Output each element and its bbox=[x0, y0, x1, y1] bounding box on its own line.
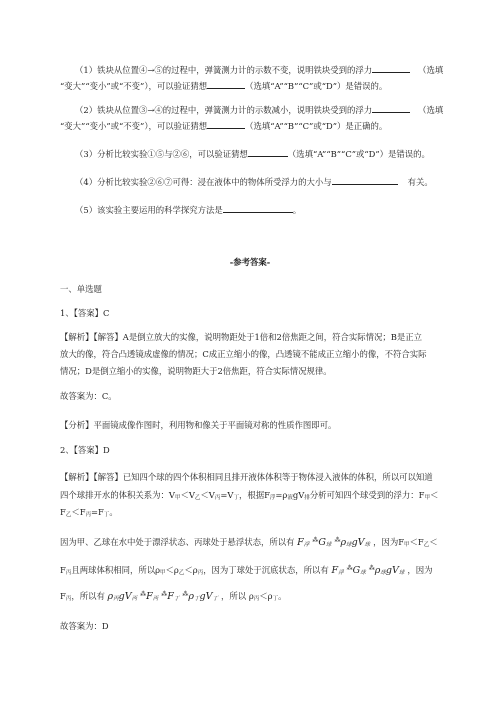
q2-text: （2）铁块从位置③→④的过程中，弹簧测力计的示数减小，说明铁块受到的浮力 bbox=[75, 105, 373, 115]
question-3 bbox=[75, 148, 430, 158]
q5-text: （5）该实验主要运用的科学探究方法是 bbox=[75, 205, 223, 215]
q1-line2-text: “变大”“变小”或“不变”），可以验证猜想 bbox=[60, 81, 208, 91]
q2-blank-2[interactable] bbox=[207, 120, 245, 129]
answer-1-head: 1、【答案】C bbox=[60, 308, 110, 318]
q2-blank-1[interactable] bbox=[372, 104, 410, 113]
question-2-line-1 bbox=[75, 104, 443, 114]
answer-2-analysis-4: 因为甲、乙球在水中处于漂浮状态、丙球处于悬浮状态，所以有 F浮 ⁂G球 ⁂ρ球gV球 ，因为F甲＜F乙＜ bbox=[60, 537, 438, 548]
q2-text-b: （选填 bbox=[418, 105, 444, 115]
question-5 bbox=[75, 204, 301, 214]
question-4 bbox=[75, 176, 433, 186]
answer-2-analysis-3: F乙＜F丙=F丁。 bbox=[60, 507, 118, 518]
answer-2-analysis-2: 四个球排开水的体积关系为：V甲＜V乙＜V丙=V丁，根据F浮=ρ液gV排分析可知四个球受到的浮力：F甲＜ bbox=[60, 490, 439, 501]
question-1-line-1 bbox=[75, 64, 443, 74]
answer-title: -参考答案- bbox=[229, 257, 271, 267]
formula-float-1: F浮 ⁂G球 ⁂ρ球gV球 bbox=[297, 537, 371, 548]
question-1-line-2 bbox=[60, 80, 387, 90]
answer-2-analysis-5: F丙且两球体积相同，所以ρ甲＜ρ乙＜ρ丙，因为丁球处于沉底状态，所以有 F浮 ⁂G球 ⁂ρ球gV球 ，因为 bbox=[60, 565, 433, 576]
q4-text-b: 有关。 bbox=[407, 177, 433, 187]
q1-text: （1）铁块从位置④→⑤的过程中，弹簧测力计的示数不变，说明铁块受到的浮力 bbox=[75, 65, 373, 75]
answer-1-analysis-1: 【解析】【解答】A是倒立放大的实像，说明物距处于1倍和2倍焦距之间，符合实际情况；B是正立 bbox=[60, 332, 423, 342]
q4-text: （4）分析比较实验②⑥⑦可得：浸在液体中的物体所受浮力的大小与 bbox=[75, 177, 332, 187]
answer-2-analysis-1: 【解析】【解答】已知四个球的四个体积相同且排开液体体积等于物体浸入液体的体积，所以可以知道 bbox=[60, 472, 433, 482]
formula-sink: F浮 ⁂G球 ⁂ρ球gV球 bbox=[331, 565, 405, 576]
formula-compare: ρ丙gV丙 ⁂F丙 ⁂F丁 ⁂ρ丁gV丁 bbox=[107, 591, 218, 602]
answer-1-result: 故答案为：C。 bbox=[60, 391, 117, 401]
q3-text: （3）分析比较实验①⑤与②⑥，可以验证猜想 bbox=[75, 149, 248, 159]
q3-text-b: （选填“A”“B”“C”或“D”）是错误的。 bbox=[287, 149, 430, 159]
q1-blank-1[interactable] bbox=[372, 64, 410, 73]
q2-line2-text: “变大”“变小”或“不变”），可以验证猜想 bbox=[60, 121, 208, 131]
question-2-line-2 bbox=[60, 120, 387, 130]
answer-1-analysis-3: 情况；D是倒立缩小的实像，说明物距大于2倍焦距，符合实际情况规律。 bbox=[60, 366, 332, 376]
q5-text-b: 。 bbox=[292, 205, 302, 215]
answer-2-head: 2、【答案】D bbox=[60, 445, 110, 455]
q1-line2-text-b: （选填“A”“B”“C”或“D”）是错误的。 bbox=[245, 81, 388, 91]
answer-1-analysis-2: 放大的像，符合凸透镜成虚像的情况；C成正立缩小的像，凸透镜不能成正立缩小的像，不符合实际 bbox=[60, 349, 427, 359]
answer-2-analysis-6: F丙，所以有 ρ丙gV丙 ⁂F丙 ⁂F丁 ⁂ρ丁gV丁 ，所以 ρ丙＜ρ丁。 bbox=[60, 591, 287, 602]
q2-line2-text-b: （选填“A”“B”“C”或“D”）是正确的。 bbox=[245, 121, 388, 131]
section-heading: 一、单选题 bbox=[60, 284, 102, 294]
answer-1-fenxi: 【分析】平面镜成像作图时，利用物和像关于平面镜对称的性质作图即可。 bbox=[60, 420, 337, 430]
answer-2-result: 故答案为：D bbox=[60, 621, 109, 631]
q4-blank[interactable] bbox=[332, 176, 398, 185]
q3-blank[interactable] bbox=[248, 148, 288, 157]
q1-blank-2[interactable] bbox=[207, 80, 245, 89]
q1-text-b: （选填 bbox=[418, 65, 444, 75]
q5-blank[interactable] bbox=[223, 204, 293, 213]
